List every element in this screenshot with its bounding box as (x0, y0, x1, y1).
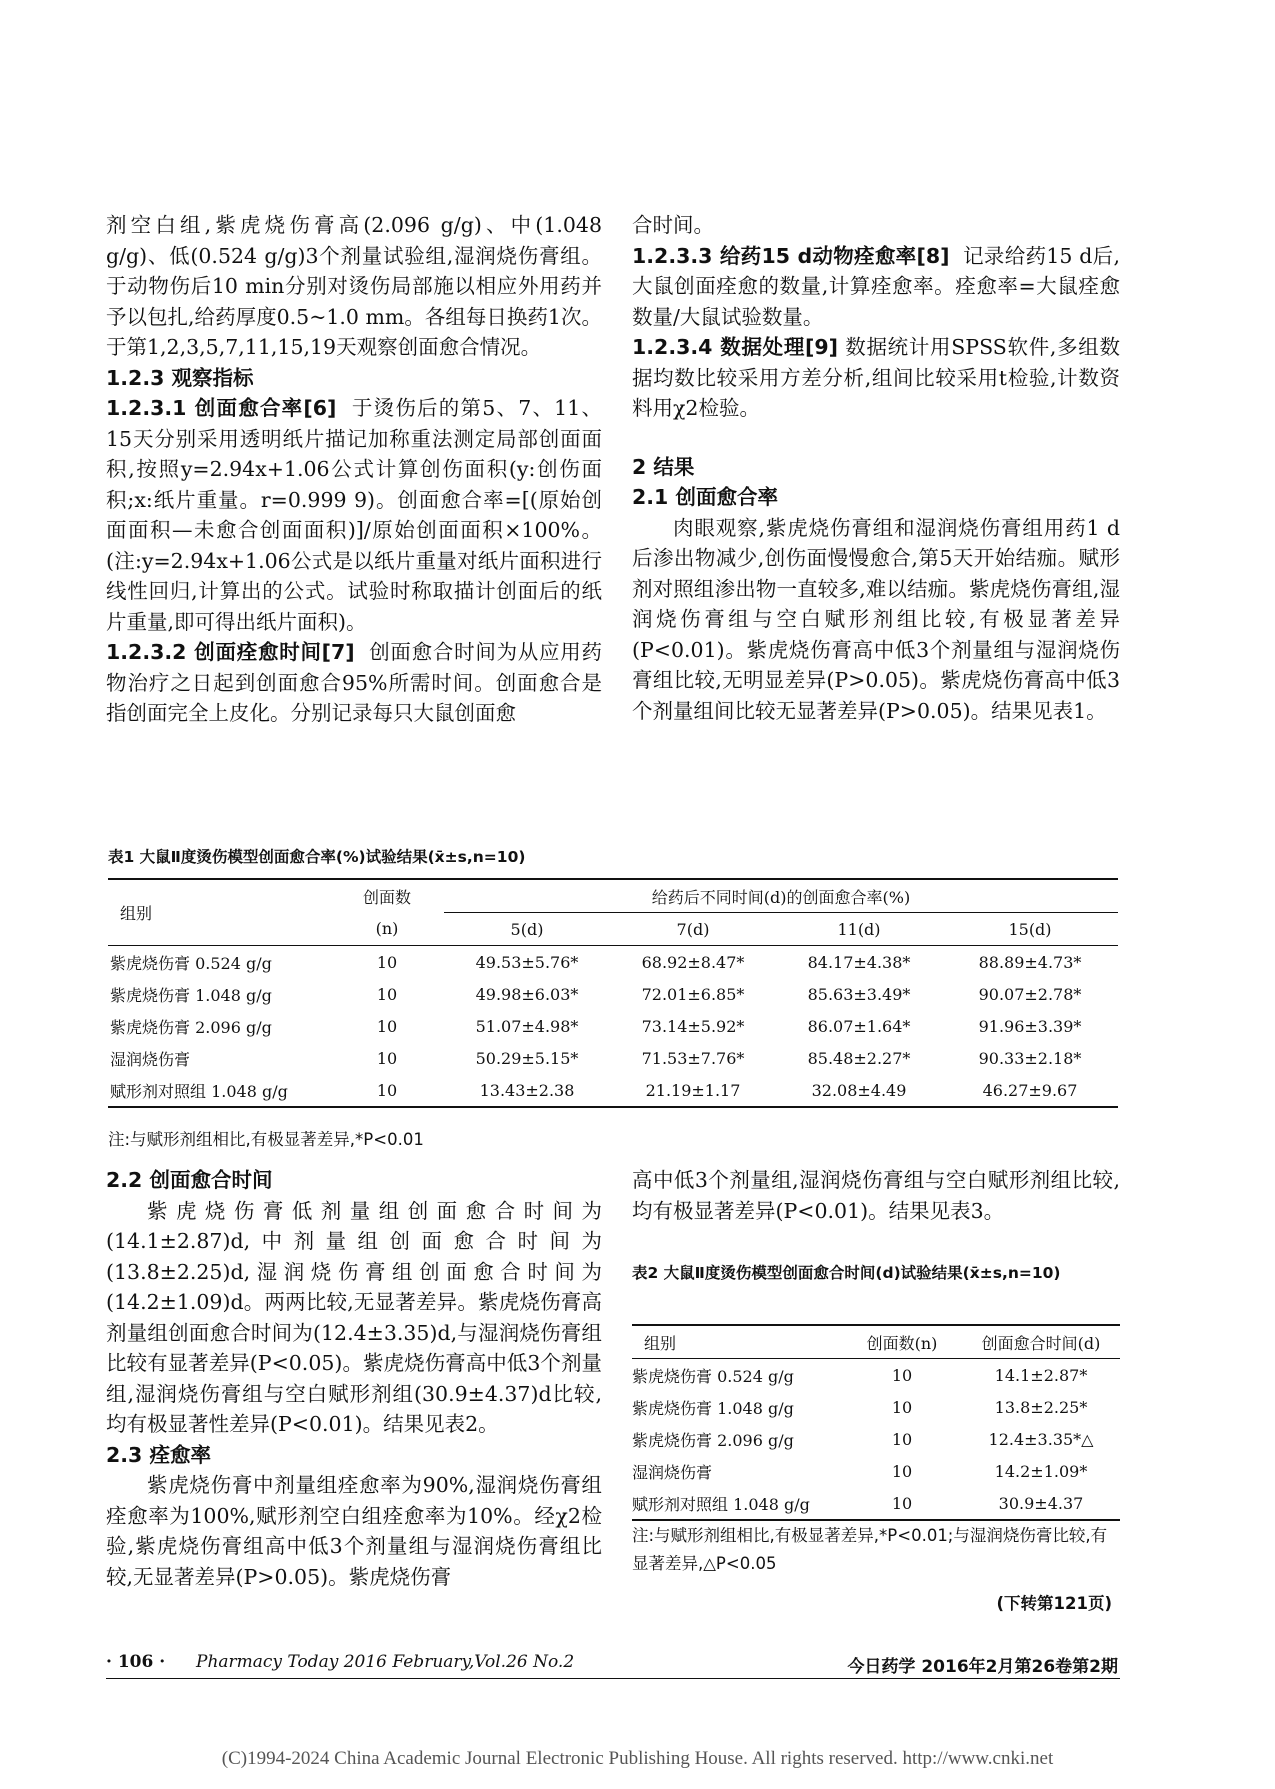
cell-group: 赋形剂对照组 1.048 g/g (108, 1074, 330, 1107)
table1-header-time: 5(d) (444, 913, 610, 946)
section-heading-1-2-3-1: 1.2.3.1 创面愈合率[6] (106, 396, 337, 420)
section-heading-2: 2 结果 (632, 454, 695, 479)
table2-header-group: 组别 (632, 1325, 842, 1359)
section-heading-1-2-3-4: 1.2.3.4 数据处理[9] (632, 335, 839, 359)
table-row (632, 1487, 1120, 1520)
table-row (632, 1359, 1120, 1392)
journal-en: Pharmacy Today 2016 February,Vol.26 No.2 (196, 1652, 575, 1672)
journal-cn: 今日药学 2016年2月第26卷第2期 (847, 1657, 1118, 1677)
continued-note: (下转第121页) (996, 1594, 1112, 1613)
section-heading-2-2: 2.2 创面愈合时间 (106, 1168, 273, 1192)
cell-value: 12.4±3.35*△ (988, 1429, 1094, 1449)
cell-value: 88.89±4.73* (942, 946, 1118, 979)
cell-value: 71.53±7.76* (641, 1048, 745, 1068)
cell-value: 14.2±1.09* (994, 1461, 1088, 1481)
right-column-bottom (632, 1165, 1120, 1226)
paragraph (106, 637, 602, 729)
cell-group: 紫虎烧伤膏 2.096 g/g (110, 1017, 272, 1037)
cell-value: 50.29±5.15* (475, 1048, 579, 1068)
cell-n: 10 (376, 984, 398, 1004)
cell-group: 赋形剂对照组 1.048 g/g (632, 1487, 842, 1520)
table1-header-time: 11(d) (776, 913, 942, 946)
cell-value: 73.14±5.92* (641, 1016, 745, 1036)
table2 (632, 1324, 1120, 1521)
cell-value: 84.17±4.38* (776, 946, 942, 979)
cell-value: 32.08±4.49 (776, 1074, 942, 1107)
cell-n: 10 (891, 1429, 913, 1449)
paragraph: 剂空白组,紫虎烧伤膏高(2.096 g/g)、中(1.048 g/g)、低(0.524 g/g)3个剂量试验组,湿润烧伤膏组。于动物伤后10 min分别对烫伤局部施以相应外用药并予以包扎,给药厚度0.5~1.0 mm。各组每日换药1次。于第1,2,3,5,7,11,15,19天观察创面愈合情况。 (106, 213, 602, 359)
cell-n: 10 (376, 1048, 398, 1068)
table1-header-n-unit: (n) (375, 919, 399, 939)
footer-rule (106, 1678, 1120, 1679)
cell-value: 51.07±4.98* (475, 1016, 579, 1036)
cell-value: 21.19±1.17 (610, 1074, 776, 1107)
cell-n: 10 (376, 1016, 398, 1036)
cell-value: 90.07±2.78* (978, 984, 1082, 1004)
table1-header-group: 组别 (120, 904, 153, 923)
cell-value: 91.96±3.39* (978, 1016, 1082, 1036)
table-row (108, 946, 1118, 979)
cell-group: 紫虎烧伤膏 0.524 g/g (632, 1366, 794, 1386)
table2-header-time: 创面愈合时间(d) (962, 1325, 1120, 1359)
left-column-top (106, 210, 602, 729)
paragraph: 紫虎烧伤膏中剂量组痊愈率为90%,湿润烧伤膏组痊愈率为100%,赋形剂空白组痊愈率为10%。经χ2检验,紫虎烧伤膏组高中低3个剂量组与湿润烧伤膏组比较,无显著差异(P>0.05)。紫虎烧伤膏 (106, 1473, 602, 1589)
table-row (632, 1391, 1120, 1423)
cell-group: 紫虎烧伤膏 0.524 g/g (108, 946, 330, 979)
paragraph (632, 332, 1120, 424)
paragraph: 高中低3个剂量组,湿润烧伤膏组与空白赋形剂组比较,均有极显著差异(P<0.01)。结果见表3。 (632, 1168, 1120, 1223)
paragraph-text: 创面愈合时间为从应用药物治疗之日起到创面愈合95%所需时间。创面愈合是指创面完全上皮化。分别记录每只大鼠创面愈 (106, 640, 602, 725)
table1-header-span: 给药后不同时间(d)的创面愈合率(%) (651, 887, 911, 907)
table-row (108, 1010, 1118, 1042)
cell-value: 49.53±5.76* (444, 946, 610, 979)
cell-n: 10 (891, 1365, 913, 1385)
cell-n: 10 (891, 1397, 913, 1417)
cell-value: 85.48±2.27* (807, 1048, 911, 1068)
table2-caption: 表2 大鼠Ⅱ度烫伤模型创面愈合时间(d)试验结果(x̄±s,n=10) (632, 1264, 1061, 1282)
section-heading-1-2-3-3: 1.2.3.3 给药15 d动物痊愈率[8] (632, 243, 950, 268)
cell-n: 10 (330, 1074, 444, 1107)
cell-value: 46.27±9.67 (942, 1074, 1118, 1107)
paragraph: 合时间。 (632, 213, 714, 237)
left-column-bottom (106, 1165, 602, 1592)
cell-n: 10 (842, 1487, 962, 1520)
table1-header-time: 7(d) (610, 913, 776, 946)
cell-value: 68.92±8.47* (610, 946, 776, 979)
cell-group: 湿润烧伤膏 (632, 1462, 713, 1482)
section-heading-2-1: 2.1 创面愈合率 (632, 485, 778, 509)
table-row (108, 978, 1118, 1010)
paragraph: 肉眼观察,紫虎烧伤膏组和湿润烧伤膏组用药1 d后渗出物减少,创伤面慢慢愈合,第5天开始结痂。赋形剂对照组渗出物一直较多,难以结痂。紫虎烧伤膏组,湿润烧伤膏组与空白赋形剂组比较,有极显著差异(P<0.01)。紫虎烧伤膏高中低3个剂量组与湿润烧伤膏组比较,无明显差异(P>0.05)。紫虎烧伤膏高中低3个剂量组间比较无显著差异(P>0.05)。结果见表1。 (632, 515, 1120, 723)
table1-caption: 表1 大鼠Ⅱ度烫伤模型创面愈合率(%)试验结果(x̄±s,n=10) (108, 848, 526, 866)
table-row (632, 1423, 1120, 1455)
cell-value: 72.01±6.85* (641, 984, 745, 1004)
paragraph-text: 数据统计用SPSS软件,多组数据均数比较采用方差分析,组间比较采用t检验,计数资料用χ2检验。 (632, 335, 1120, 420)
cell-value: 85.63±3.49* (807, 984, 911, 1004)
cell-group: 湿润烧伤膏 (110, 1049, 191, 1069)
table1-header-n: 创面数 (362, 887, 411, 907)
cell-group: 紫虎烧伤膏 1.048 g/g (632, 1398, 794, 1418)
table1-note: 注:与赋形剂组相比,有极显著差异,*P<0.01 (108, 1130, 424, 1149)
cell-group: 紫虎烧伤膏 2.096 g/g (632, 1430, 794, 1450)
paragraph: 紫虎烧伤膏低剂量组创面愈合时间为(14.1±2.87)d,中剂量组创面愈合时间为(13.8±2.25)d,湿润烧伤膏组创面愈合时间为(14.2±1.09)d。两两比较,无显著差异。紫虎烧伤膏高剂量组创面愈合时间为(12.4±3.35)d,与湿润烧伤膏组比较有显著差异(P<0.05)。紫虎烧伤膏高中低3个剂量组,湿润烧伤膏组与空白赋形剂组(30.9±4.37)d比较,均有极显著性差异(P<0.01)。结果见表2。 (106, 1198, 602, 1436)
paragraph (632, 241, 1120, 333)
paragraph (106, 393, 602, 637)
cell-value: 13.8±2.25* (994, 1397, 1088, 1417)
cell-value: 30.9±4.37 (962, 1487, 1120, 1520)
cell-group: 紫虎烧伤膏 1.048 g/g (110, 985, 272, 1005)
cell-value: 14.1±2.87* (994, 1365, 1088, 1385)
table-row (632, 1455, 1120, 1487)
section-heading-1-2-3: 1.2.3 观察指标 (106, 365, 254, 390)
cell-n: 10 (891, 1461, 913, 1481)
cell-value: 49.98±6.03* (475, 984, 579, 1004)
right-column-top (632, 210, 1120, 726)
section-heading-2-3: 2.3 痊愈率 (106, 1442, 211, 1467)
section-heading-1-2-3-2: 1.2.3.2 创面痊愈时间[7] (106, 640, 355, 664)
table2-header-n: 创面数(n) (842, 1325, 962, 1359)
table1 (108, 878, 1118, 1108)
cell-value: 90.33±2.18* (978, 1048, 1082, 1068)
table2-note: 注:与赋形剂组相比,有极显著差异,*P<0.01;与湿润烧伤膏比较,有显著差异,△P<0.05 (632, 1526, 1108, 1573)
cell-value: 13.43±2.38 (444, 1074, 610, 1107)
paragraph-text: 记录给药15 d后,大鼠创面痊愈的数量,计算痊愈率。痊愈率=大鼠痊愈数量/大鼠试验数量。 (632, 243, 1120, 329)
table-row (108, 1042, 1118, 1074)
copyright: (C)1994-2024 China Academic Journal Electronic Publishing House. All rights reserved. http://www.cnki.net (221, 1748, 1054, 1769)
table1-header-time: 15(d) (942, 913, 1118, 946)
spacer (632, 424, 1120, 452)
cell-value: 86.07±1.64* (807, 1016, 911, 1036)
page-number: · 106 · (106, 1652, 166, 1672)
paragraph-text: 于烫伤后的第5、7、11、15天分别采用透明纸片描记加称重法测定局部创面面积,按照y=2.94x+1.06公式计算创伤面积(y:创伤面积;x:纸片重量。r=0.999 9)。创面愈合率=[(原始创面面积—未愈合创面面积)]/原始创面面积×100%。(注:y=2.94x+1.06公式是以纸片重量对纸片面积进行线性回归,计算出的公式。试验时称取描计创面后的纸片重量,即可得出纸片面积)。 (106, 396, 602, 634)
table-row (108, 1074, 1118, 1107)
cell-n: 10 (330, 946, 444, 979)
